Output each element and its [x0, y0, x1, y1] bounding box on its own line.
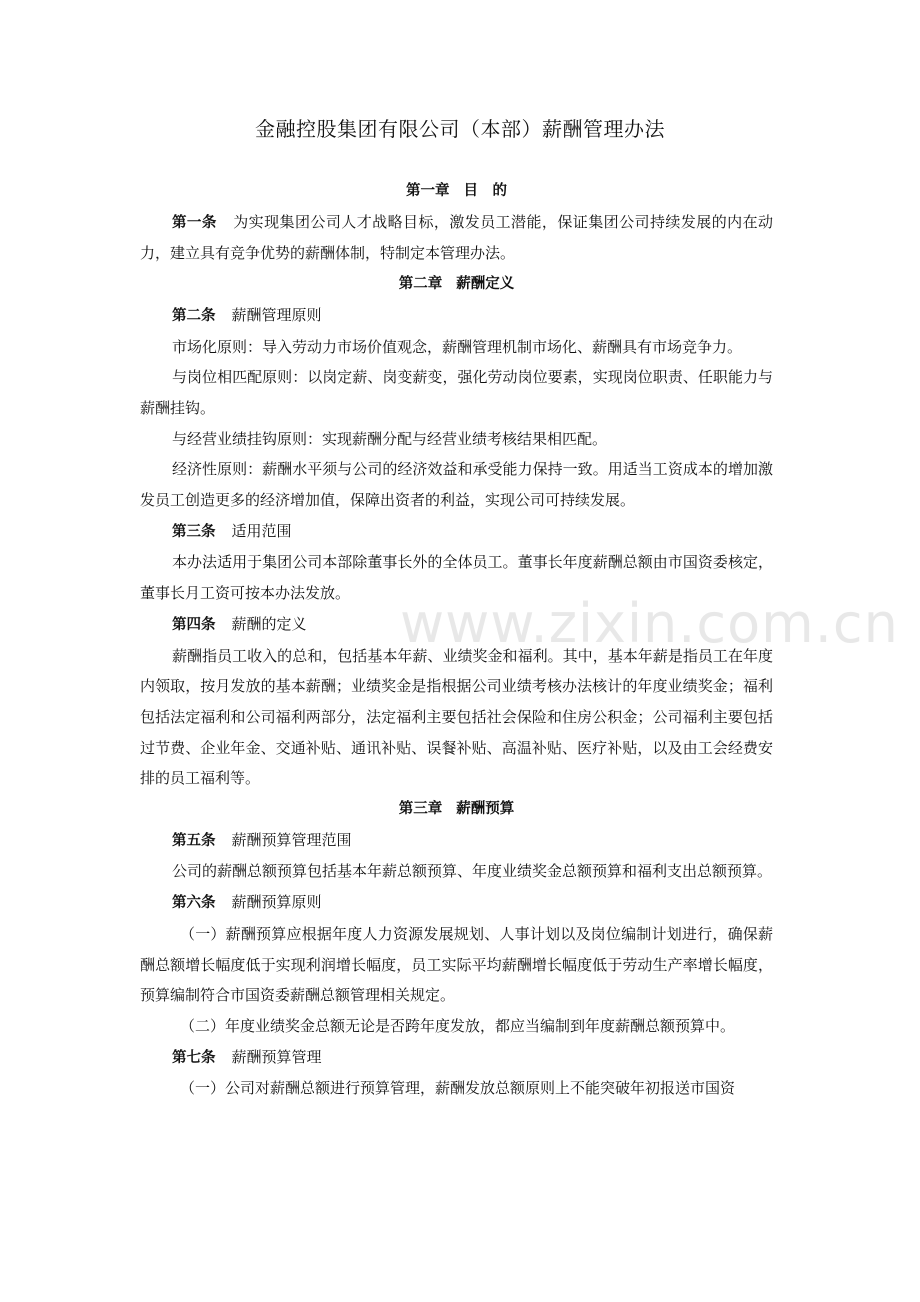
paragraph: （一）公司对薪酬总额进行预算管理，薪酬发放总额原则上不能突破年初报送市国资 — [180, 1079, 736, 1098]
article-2-heading — [140, 300, 773, 332]
article-title: 薪酬预算管理 — [231, 1047, 322, 1066]
article-6-heading — [140, 887, 773, 919]
article-7-heading — [140, 1042, 773, 1074]
paragraph: 薪酬指员工收入的总和，包括基本年薪、业绩奖金和福利。其中，基本年薪是指员工在年度内领取，按月发放的基本薪酬；业绩奖金是指根据公司业绩考核办法核计的年度业绩奖金；福利包括法定福利和公司福利两部分，法定福利主要包括社会保险和住房公积金；公司福利主要包括过节费、企业年金、交通补贴、通讯补贴、误餐补贴、高温补贴、医疗补贴，以及由工会经费安排的员工福利等。 — [140, 646, 773, 788]
paragraph: 与经营业绩挂钩原则：实现薪酬分配与经营业绩考核结果相匹配。 — [172, 429, 608, 448]
chapter-label: 第二章 — [398, 276, 443, 293]
paragraph: 公司的薪酬总额预算包括基本年薪总额预算、年度业绩奖金总额预算和福利支出总额预算。 — [172, 862, 773, 881]
document-body — [140, 176, 773, 1104]
document-title: 金融控股集团有限公司（本部）薪酬管理办法 — [255, 117, 665, 141]
article-title: 薪酬的定义 — [231, 614, 307, 633]
chapter-name: 薪酬预算 — [456, 801, 515, 818]
chapter-name: 目 的 — [463, 183, 507, 199]
chapter-label: 第三章 — [398, 801, 443, 818]
article-title: 薪酬管理原则 — [231, 305, 322, 324]
article-number: 第一条 — [172, 214, 217, 231]
article-number: 第五条 — [172, 832, 216, 849]
article-number: 第七条 — [172, 1049, 216, 1066]
article-number: 第六条 — [172, 895, 216, 912]
chapter-name: 薪酬定义 — [456, 276, 515, 293]
article-3-heading — [140, 516, 773, 548]
paragraph: 经济性原则：薪酬水平须与公司的经济效益和承受能力保持一致。用适当工资成本的增加激发员工创造更多的经济增加值，保障出资者的利益，实现公司可持续发展。 — [140, 460, 773, 510]
article-title: 适用范围 — [231, 521, 292, 540]
article-1 — [140, 207, 773, 269]
article-number: 第四条 — [172, 616, 216, 633]
chapter-3-heading — [140, 794, 773, 825]
article-4-heading — [140, 609, 773, 641]
article-title: 薪酬预算管理范围 — [231, 830, 352, 849]
paragraph: （一）薪酬预算应根据年度人力资源发展规划、人事计划以及岗位编制计划进行，确保薪酬总额增长幅度低于实现利润增长幅度，员工实际平均薪酬增长幅度低于劳动生产率增长幅度，预算编制符合市国资委薪酬总额管理相关规定。 — [140, 924, 773, 1005]
paragraph: （二）年度业绩奖金总额无论是否跨年度发放，都应当编制到年度薪酬总额预算中。 — [180, 1016, 736, 1035]
paragraph: 本办法适用于集团公司本部除董事长外的全体员工。董事长年度薪酬总额由市国资委核定，董事长月工资可按本办法发放。 — [140, 553, 773, 603]
article-text: 为实现集团公司人才战略目标，激发员工潜能，保证集团公司持续发展的内在动力，建立具有竞争优势的薪酬体制，特制定本管理办法。 — [140, 212, 773, 263]
article-number: 第三条 — [172, 523, 216, 540]
chapter-label: 第一章 — [406, 183, 450, 199]
article-5-heading — [140, 825, 773, 857]
chapter-2-heading — [140, 269, 773, 300]
paragraph: 与岗位相匹配原则：以岗定薪、岗变薪变，强化劳动岗位要素，实现岗位职责、任职能力与薪酬挂钩。 — [140, 368, 773, 417]
paragraph: 市场化原则：导入劳动力市场价值观念，薪酬管理机制市场化、薪酬具有市场竞争力。 — [172, 337, 743, 356]
chapter-1-heading — [140, 176, 773, 207]
article-title: 薪酬预算原则 — [231, 893, 322, 912]
article-number: 第二条 — [172, 307, 216, 324]
watermark: www.zixin.com.cn — [400, 592, 899, 655]
